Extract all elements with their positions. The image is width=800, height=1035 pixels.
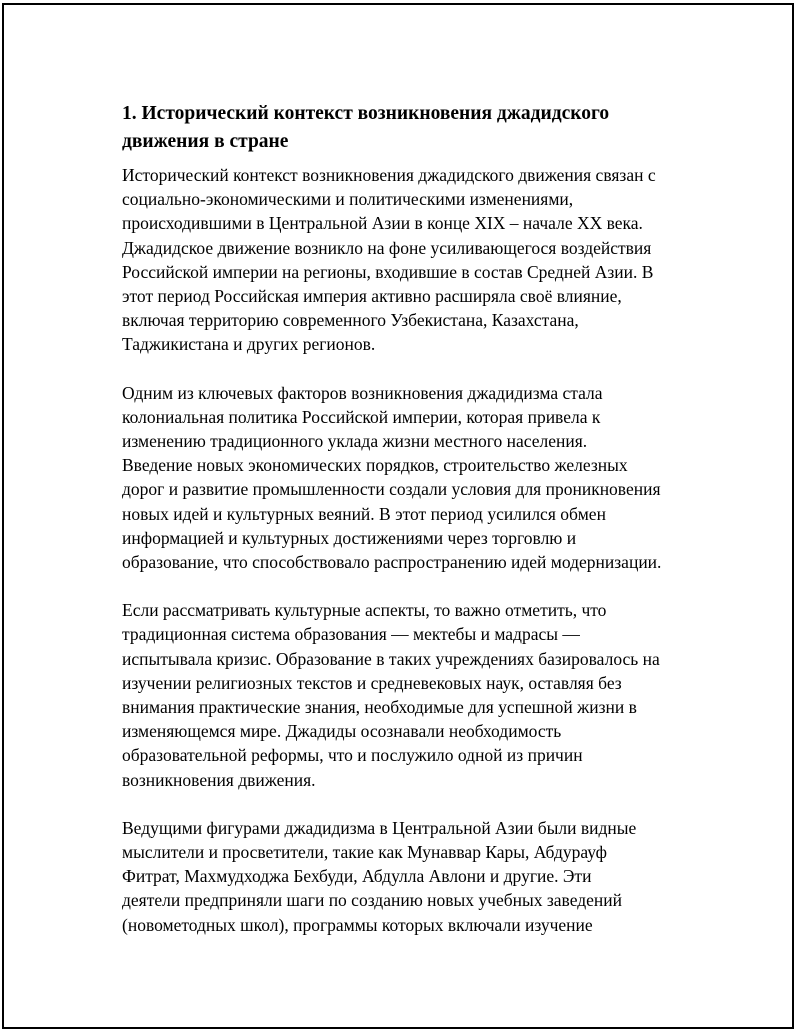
text-line: (новометодных школ), программы которых включали изучение [122, 914, 593, 935]
text-line: изучении религиозных текстов и средневековых наук, оставляя без [122, 672, 622, 693]
text-line: происходившими в Центральной Азии в конце XIX – начале XX века. [122, 213, 643, 234]
paragraph-4 [122, 816, 694, 937]
text-line: Введение новых экономических порядков, строительство железных [122, 455, 628, 476]
text-line: внимания практические знания, необходимые для успешной жизни в [122, 697, 637, 718]
text-line: Джадидское движение возникло на фоне усиливающегося воздействия [122, 237, 652, 258]
text-line: Одним из ключевых факторов возникновения джадидизма стала [122, 382, 603, 403]
text-line: изменению традиционного уклада жизни местного населения. [122, 431, 588, 452]
text-line: новых идей и культурных веяний. В этот период усилился обмен [122, 503, 606, 524]
text-line: социально-экономическими и политическими изменениями, [122, 189, 574, 210]
text-line: мыслители и просветители, такие как Мунаввар Кары, Абдурауф [122, 842, 607, 863]
text-line: информацией и культурных достижениями через торговлю и [122, 527, 577, 548]
text-line: Фитрат, Махмудходжа Бехбуди, Абдулла Авлони и другие. Эти [122, 866, 592, 887]
text-line: изменяющемся мире. Джадиды осознавали необходимость [122, 721, 562, 742]
text-line: колониальная политика Российской империи, которая привела к [122, 406, 601, 427]
text-line: деятели предприняли шаги по созданию новых учебных заведений [122, 890, 623, 911]
text-line: Исторический контекст возникновения джадидского движения связан с [122, 165, 656, 185]
paragraph-1 [122, 163, 694, 357]
paragraph-2 [122, 381, 694, 575]
text-line: образование, что способствовало распространению идей модернизации. [122, 552, 662, 573]
text-line: Если рассматривать культурные аспекты, то важно отметить, что [122, 600, 607, 621]
text-line: включая территорию современного Узбекистана, Казахстана, [122, 310, 579, 331]
text-line: испытывала кризис. Образование в таких учреждениях базировалось на [122, 648, 660, 669]
text-line: образовательной реформы, что и послужило одной из причин [122, 745, 583, 766]
text-line: дорог и развитие промышленности создали условия для проникновения [122, 479, 661, 500]
page-frame [2, 3, 794, 1029]
text-line: возникновения движения. [122, 769, 316, 790]
text-line: Российской империи на регионы, входившие в состав Средней Азии. В [122, 261, 654, 282]
text-line: традиционная система образования — мектебы и мадрасы — [122, 624, 580, 645]
text-line: Таджикистана и других регионов. [122, 334, 376, 355]
paragraph-3 [122, 598, 694, 792]
text-line: Ведущими фигурами джадидизма в Центральной Азии были видные [122, 817, 637, 838]
section-heading [122, 100, 694, 156]
heading-line: движения в стране [122, 131, 289, 152]
text-line: этот период Российская империя активно расширяла своё влияние, [122, 286, 622, 307]
document-body [122, 100, 694, 961]
heading-line: 1. Исторический контекст возникновения джадидского [122, 103, 610, 124]
